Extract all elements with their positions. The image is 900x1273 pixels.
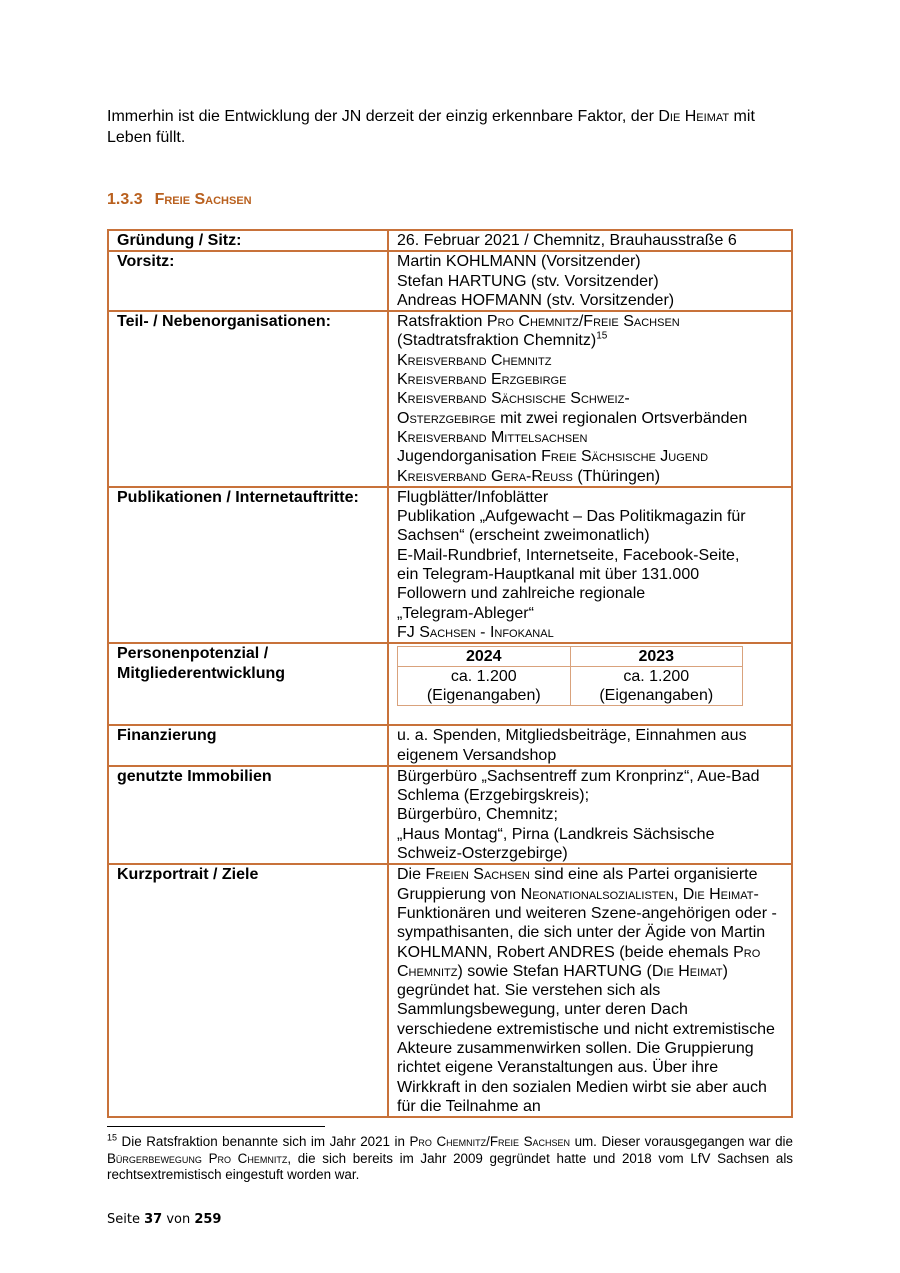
suborg-name: Osterzgebirge [397,409,496,427]
section-number: 1.3.3 [107,191,143,208]
portrait-run: , [673,885,683,903]
page-prefix: Seite [107,1212,145,1227]
suborg-line [397,467,783,486]
suborgs-value [388,311,792,487]
count-note: (Eigenangaben) [426,687,541,705]
suborg-text: mit zwei regionalen Ortsverbänden [495,409,748,427]
chair-label: Vorsitz: [108,251,388,311]
row-publications [108,487,792,643]
page-number [107,1212,221,1227]
suborg-name: Kreisverband Gera-Reuß [397,467,573,485]
membership-label-line: Personenpotenzial / [117,645,269,663]
count-value: ca. 1.200 [450,668,517,686]
chair-line: Martin KOHLMANN (Vorsitzender) [397,253,641,271]
footnote-run: , die sich bereits im Jahr 2009 gegründet hatte und 2018 vom LfV Sachsen als rechtsextremistisch eingestuft worden war. [107,1150,793,1182]
section-title: Freie Sachsen [154,191,252,208]
row-properties [108,766,792,864]
property-entry: „Haus Montag“, Pirna (Landkreis Sächsische Schweiz-Osterzgebirge) [397,825,715,863]
portrait-run: Die [397,866,426,884]
current-page: 37 [144,1212,163,1227]
row-portrait [108,864,792,1117]
suborg-text: (Thüringen) [572,467,661,485]
suborg-name: Freie Sächsische Jugend [541,448,709,466]
suborg-line [397,331,783,350]
portrait-org: Die Heimat [682,885,754,903]
membership-label-line: Mitgliederentwicklung [117,664,286,682]
row-chair [108,251,792,311]
membership-label [108,643,388,725]
publication-line: FJ Sachsen - Infokanal [397,623,554,641]
row-suborganizations [108,311,792,487]
property-entry: Bürgerbüro, Chemnitz; [397,806,558,824]
suborg-text: Jugendorganisation [397,448,542,466]
row-membership [108,643,792,725]
founding-label: Gründung / Sitz: [108,230,388,251]
portrait-org: Freien Sachsen [425,866,530,884]
footnote-run: um. Dieser vorausgegangen war die [570,1134,793,1149]
suborg-line: Kreisverband Sächsische Schweiz- [397,390,630,408]
membership-table [397,646,743,706]
portrait-run: ) gegründet hat. Sie verstehen sich als Sammlungsbewegung, unter deren Dach verschiedene extremistische und nicht extremistische Akteure zusammenwirken sollen. Die Gruppierung richtet eigene Veranstaltungen aus. Über ihre Wirkkraft in den sozialen Medien wirbt sie aber auch für die Teilnahme an [397,962,775,1115]
row-financing [108,725,792,766]
publication-line: „Telegram-Ableger“ [397,604,534,622]
footnote-ref: 15 [596,331,608,343]
portrait-run: -Funktionären und weiteren Szene-angehörigen oder -sympathisanten, die sich unter der Ägide von Martin KOHLMANN, Robert ANDRES (beide ehemals [397,885,777,961]
count-value: ca. 1.200 [623,668,690,686]
portrait-label: Kurzportrait / Ziele [108,864,388,1117]
suborg-line: Kreisverband Mittelsachsen [397,428,588,446]
suborgs-label: Teil- / Nebenorganisationen: [108,311,388,487]
footnote-org: Pro Chemnitz/Freie Sachsen [409,1134,571,1149]
organization-profile-table [107,229,793,1118]
chair-value [388,251,792,311]
membership-count [570,667,743,706]
suborg-line: Kreisverband Chemnitz [397,351,552,369]
portrait-text [388,864,792,1117]
financing-label: Finanzierung [108,725,388,766]
footnote-run: Die Ratsfraktion benannte sich im Jahr 2021 in [117,1134,410,1149]
portrait-org: Pro Chemnitz [397,943,761,980]
count-note: (Eigenangaben) [599,687,714,705]
property-entry: Bürgerbüro „Sachsentreff zum Kronprinz“, Aue-Bad Schlema (Erzgebirgskreis); [397,767,760,805]
page-middle: von [162,1212,195,1227]
properties-label: genutzte Immobilien [108,766,388,864]
chair-line: Stefan HARTUNG (stv. Vorsitzender) [397,272,659,290]
row-founding [108,230,792,251]
publications-value [388,487,792,643]
financing-line: u. a. Spenden, Mitgliedsbeiträge, Einnahmen aus [397,727,747,745]
suborg-text: (Stadtratsfraktion Chemnitz) [397,332,597,350]
footnote-divider [107,1126,325,1127]
publications-label: Publikationen / Internetauftritte: [108,487,388,643]
publication-line: Publikation „Aufgewacht – Das Politikmagazin für [397,508,746,526]
intro-org-name: Die Heimat [658,108,730,125]
financing-value [388,725,792,766]
portrait-run: ) sowie Stefan HARTUNG ( [457,962,652,980]
suborg-name: Pro Chemnitz/Freie Sachsen [486,313,680,331]
publication-line: Sachsen“ (erscheint zweimonatlich) [397,527,650,545]
portrait-org: Die Heimat [651,962,723,980]
year-header: 2024 [398,647,571,667]
footnote-org: Bürgerbewegung Pro Chemnitz [107,1150,288,1166]
intro-text: Immerhin ist die Entwicklung der JN derzeit der einzig erkennbare Faktor, der [107,108,659,125]
intro-paragraph [107,106,795,148]
publication-line: E-Mail-Rundbrief, Internetseite, Facebook-Seite, [397,546,740,564]
suborg-line [397,409,783,428]
suborg-line: Kreisverband Erzgebirge [397,371,567,389]
total-pages: 259 [194,1212,222,1227]
section-heading [107,188,252,212]
properties-value [388,766,792,864]
footnote [107,1134,793,1184]
publication-line: Followern und zahlreiche regionale [397,585,646,603]
chair-line: Andreas HOFMANN (stv. Vorsitzender) [397,291,675,309]
suborg-line [397,447,783,466]
membership-value [388,643,792,725]
footnote-mark: 15 [107,1132,118,1143]
publication-line: Flugblätter/Infoblätter [397,488,549,506]
publication-line: ein Telegram-Hauptkanal mit über 131.000 [397,566,700,584]
portrait-run: sind eine als Partei organisierte Gruppierung von [397,866,758,903]
financing-line: eigenem Versandshop [397,746,557,764]
portrait-org: Neonationalsozialisten [520,885,674,903]
membership-count [398,667,571,706]
suborg-line [397,312,783,331]
year-header: 2023 [570,647,743,667]
founding-value: 26. Februar 2021 / Chemnitz, Brauhausstraße 6 [388,230,792,251]
suborg-text: Ratsfraktion [397,313,487,331]
intro-text-end: mit Leben füllt. [107,108,755,146]
